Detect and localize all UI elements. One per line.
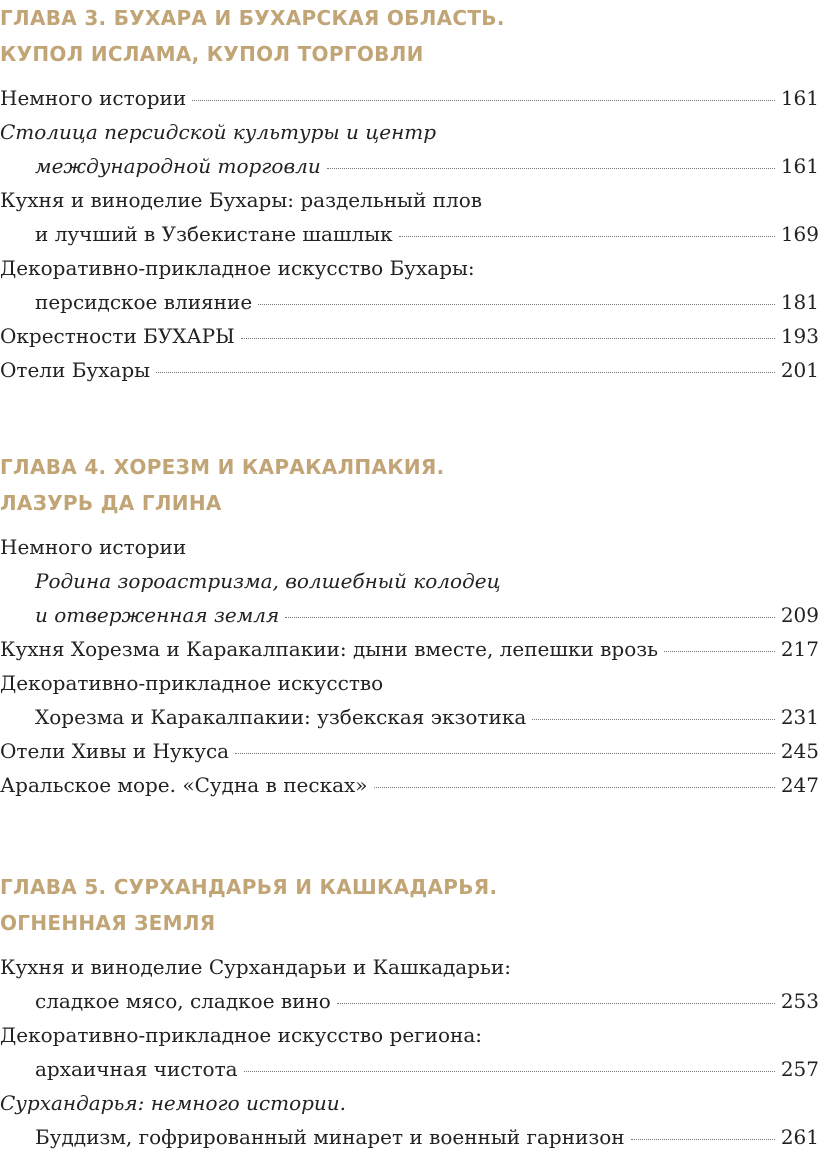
toc-entry-title: Аральское море. «Судна в песках» [0, 773, 368, 797]
toc-entry-title: сладкое мясо, сладкое вино [35, 989, 331, 1013]
toc-entry-title: Декоративно-прикладное искусство Бухары: [0, 256, 475, 280]
chapter-4-entries [0, 535, 819, 807]
dot-leader [532, 719, 775, 720]
toc-entry-title: международной торговли [35, 154, 321, 178]
toc-entry-title: и лучший в Узбекистане шашлык [35, 222, 393, 246]
toc-entry[interactable] [0, 739, 819, 773]
toc-entry-title: и отверженная земля [35, 603, 280, 627]
chapter-3-entries [0, 86, 819, 392]
toc-subentry [0, 120, 819, 154]
dot-leader [156, 372, 775, 373]
toc-entry[interactable] [0, 705, 819, 739]
toc-entry-title: Окрестности БУХАРЫ [0, 324, 235, 348]
toc-subentry [0, 569, 819, 603]
toc-subentry [0, 1091, 819, 1125]
dot-leader [235, 753, 775, 754]
toc-entry[interactable] [0, 154, 819, 188]
toc-entry-page: 161 [780, 154, 819, 178]
dot-leader [631, 1139, 775, 1140]
toc-entry-title: Кухня и виноделие Бухары: раздельный плов [0, 188, 482, 212]
toc-entry-title: архаичная чистота [35, 1057, 238, 1081]
dot-leader [258, 304, 775, 305]
toc-entry-title: Декоративно-прикладное искусство [0, 671, 384, 695]
toc-section-title [0, 535, 819, 569]
dot-leader [285, 617, 775, 618]
toc-entry-page: 209 [780, 603, 819, 627]
toc-entry-page: 257 [780, 1057, 819, 1081]
toc-entry-title: Столица персидской культуры и центр [0, 120, 437, 144]
chapter-3-heading-line-2: КУПОЛ ИСЛАМА, КУПОЛ ТОРГОВЛИ [0, 42, 424, 66]
toc-entry-title: Отели Хивы и Нукуса [0, 739, 230, 763]
toc-entry-title: Буддизм, гофрированный минарет и военный гарнизон [35, 1125, 625, 1149]
dot-leader [244, 1071, 775, 1072]
toc-entry-first-line [0, 1023, 819, 1057]
dot-leader [241, 338, 775, 339]
toc-entry-title: Кухня и виноделие Сурхандарьи и Кашкадарьи: [0, 955, 511, 979]
chapter-4-section [0, 449, 819, 807]
chapter-3-heading-line-1: ГЛАВА 3. БУХАРА И БУХАРСКАЯ ОБЛАСТЬ. [0, 6, 505, 30]
chapter-4-heading-line-2: ЛАЗУРЬ ДА ГЛИНА [0, 491, 222, 515]
toc-entry-first-line [0, 671, 819, 705]
toc-entry-page: 217 [780, 637, 819, 661]
dot-leader [337, 1003, 775, 1004]
chapter-4-heading-line-1: ГЛАВА 4. ХОРЕЗМ И КАРАКАЛПАКИЯ. [0, 455, 445, 479]
toc-entry-title: Отели Бухары [0, 358, 151, 382]
toc-entry[interactable] [0, 86, 819, 120]
chapter-5-section [0, 869, 819, 1159]
toc-entry-first-line [0, 955, 819, 989]
toc-entry-first-line [0, 188, 819, 222]
toc-entry-title: Немного истории [0, 86, 187, 110]
chapter-5-heading-line-1: ГЛАВА 5. СУРХАНДАРЬЯ И КАШКАДАРЬЯ. [0, 875, 498, 899]
chapter-5-entries [0, 955, 819, 1159]
dot-leader [374, 787, 775, 788]
toc-entry-page: 161 [780, 86, 819, 110]
dot-leader [664, 651, 775, 652]
toc-entry-title: Декоративно-прикладное искусство региона: [0, 1023, 483, 1047]
toc-entry-title: персидское влияние [35, 290, 253, 314]
toc-entry-title: Сурхандарья: немного истории. [0, 1091, 347, 1115]
toc-entry-page: 247 [780, 773, 819, 797]
toc-entry-page: 201 [780, 358, 819, 382]
toc-entry-page: 261 [780, 1125, 819, 1149]
toc-entry-title: Родина зороастризма, волшебный колодец [35, 569, 501, 593]
toc-entry-page: 253 [780, 989, 819, 1013]
toc-entry-title: Кухня Хорезма и Каракалпакии: дыни вместе, лепешки врозь [0, 637, 659, 661]
toc-entry-page: 245 [780, 739, 819, 763]
toc-entry[interactable] [0, 324, 819, 358]
toc-entry-page: 231 [780, 705, 819, 729]
toc-entry[interactable] [0, 989, 819, 1023]
toc-entry-title: Немного истории [0, 535, 187, 559]
toc-entry[interactable] [0, 637, 819, 671]
toc-entry-page: 169 [780, 222, 819, 246]
chapter-3-section [0, 0, 819, 392]
toc-entry[interactable] [0, 290, 819, 324]
toc-entry-page: 193 [780, 324, 819, 348]
toc-entry[interactable] [0, 358, 819, 392]
dot-leader [399, 236, 775, 237]
toc-entry-page: 181 [780, 290, 819, 314]
dot-leader [327, 168, 775, 169]
toc-entry-first-line [0, 256, 819, 290]
toc-entry[interactable] [0, 773, 819, 807]
toc-entry[interactable] [0, 1125, 819, 1159]
chapter-5-heading-line-2: ОГНЕННАЯ ЗЕМЛЯ [0, 911, 216, 935]
toc-entry[interactable] [0, 1057, 819, 1091]
toc-entry[interactable] [0, 222, 819, 256]
dot-leader [192, 100, 775, 101]
toc-entry[interactable] [0, 603, 819, 637]
toc-entry-title: Хорезма и Каракалпакии: узбекская экзотика [35, 705, 527, 729]
